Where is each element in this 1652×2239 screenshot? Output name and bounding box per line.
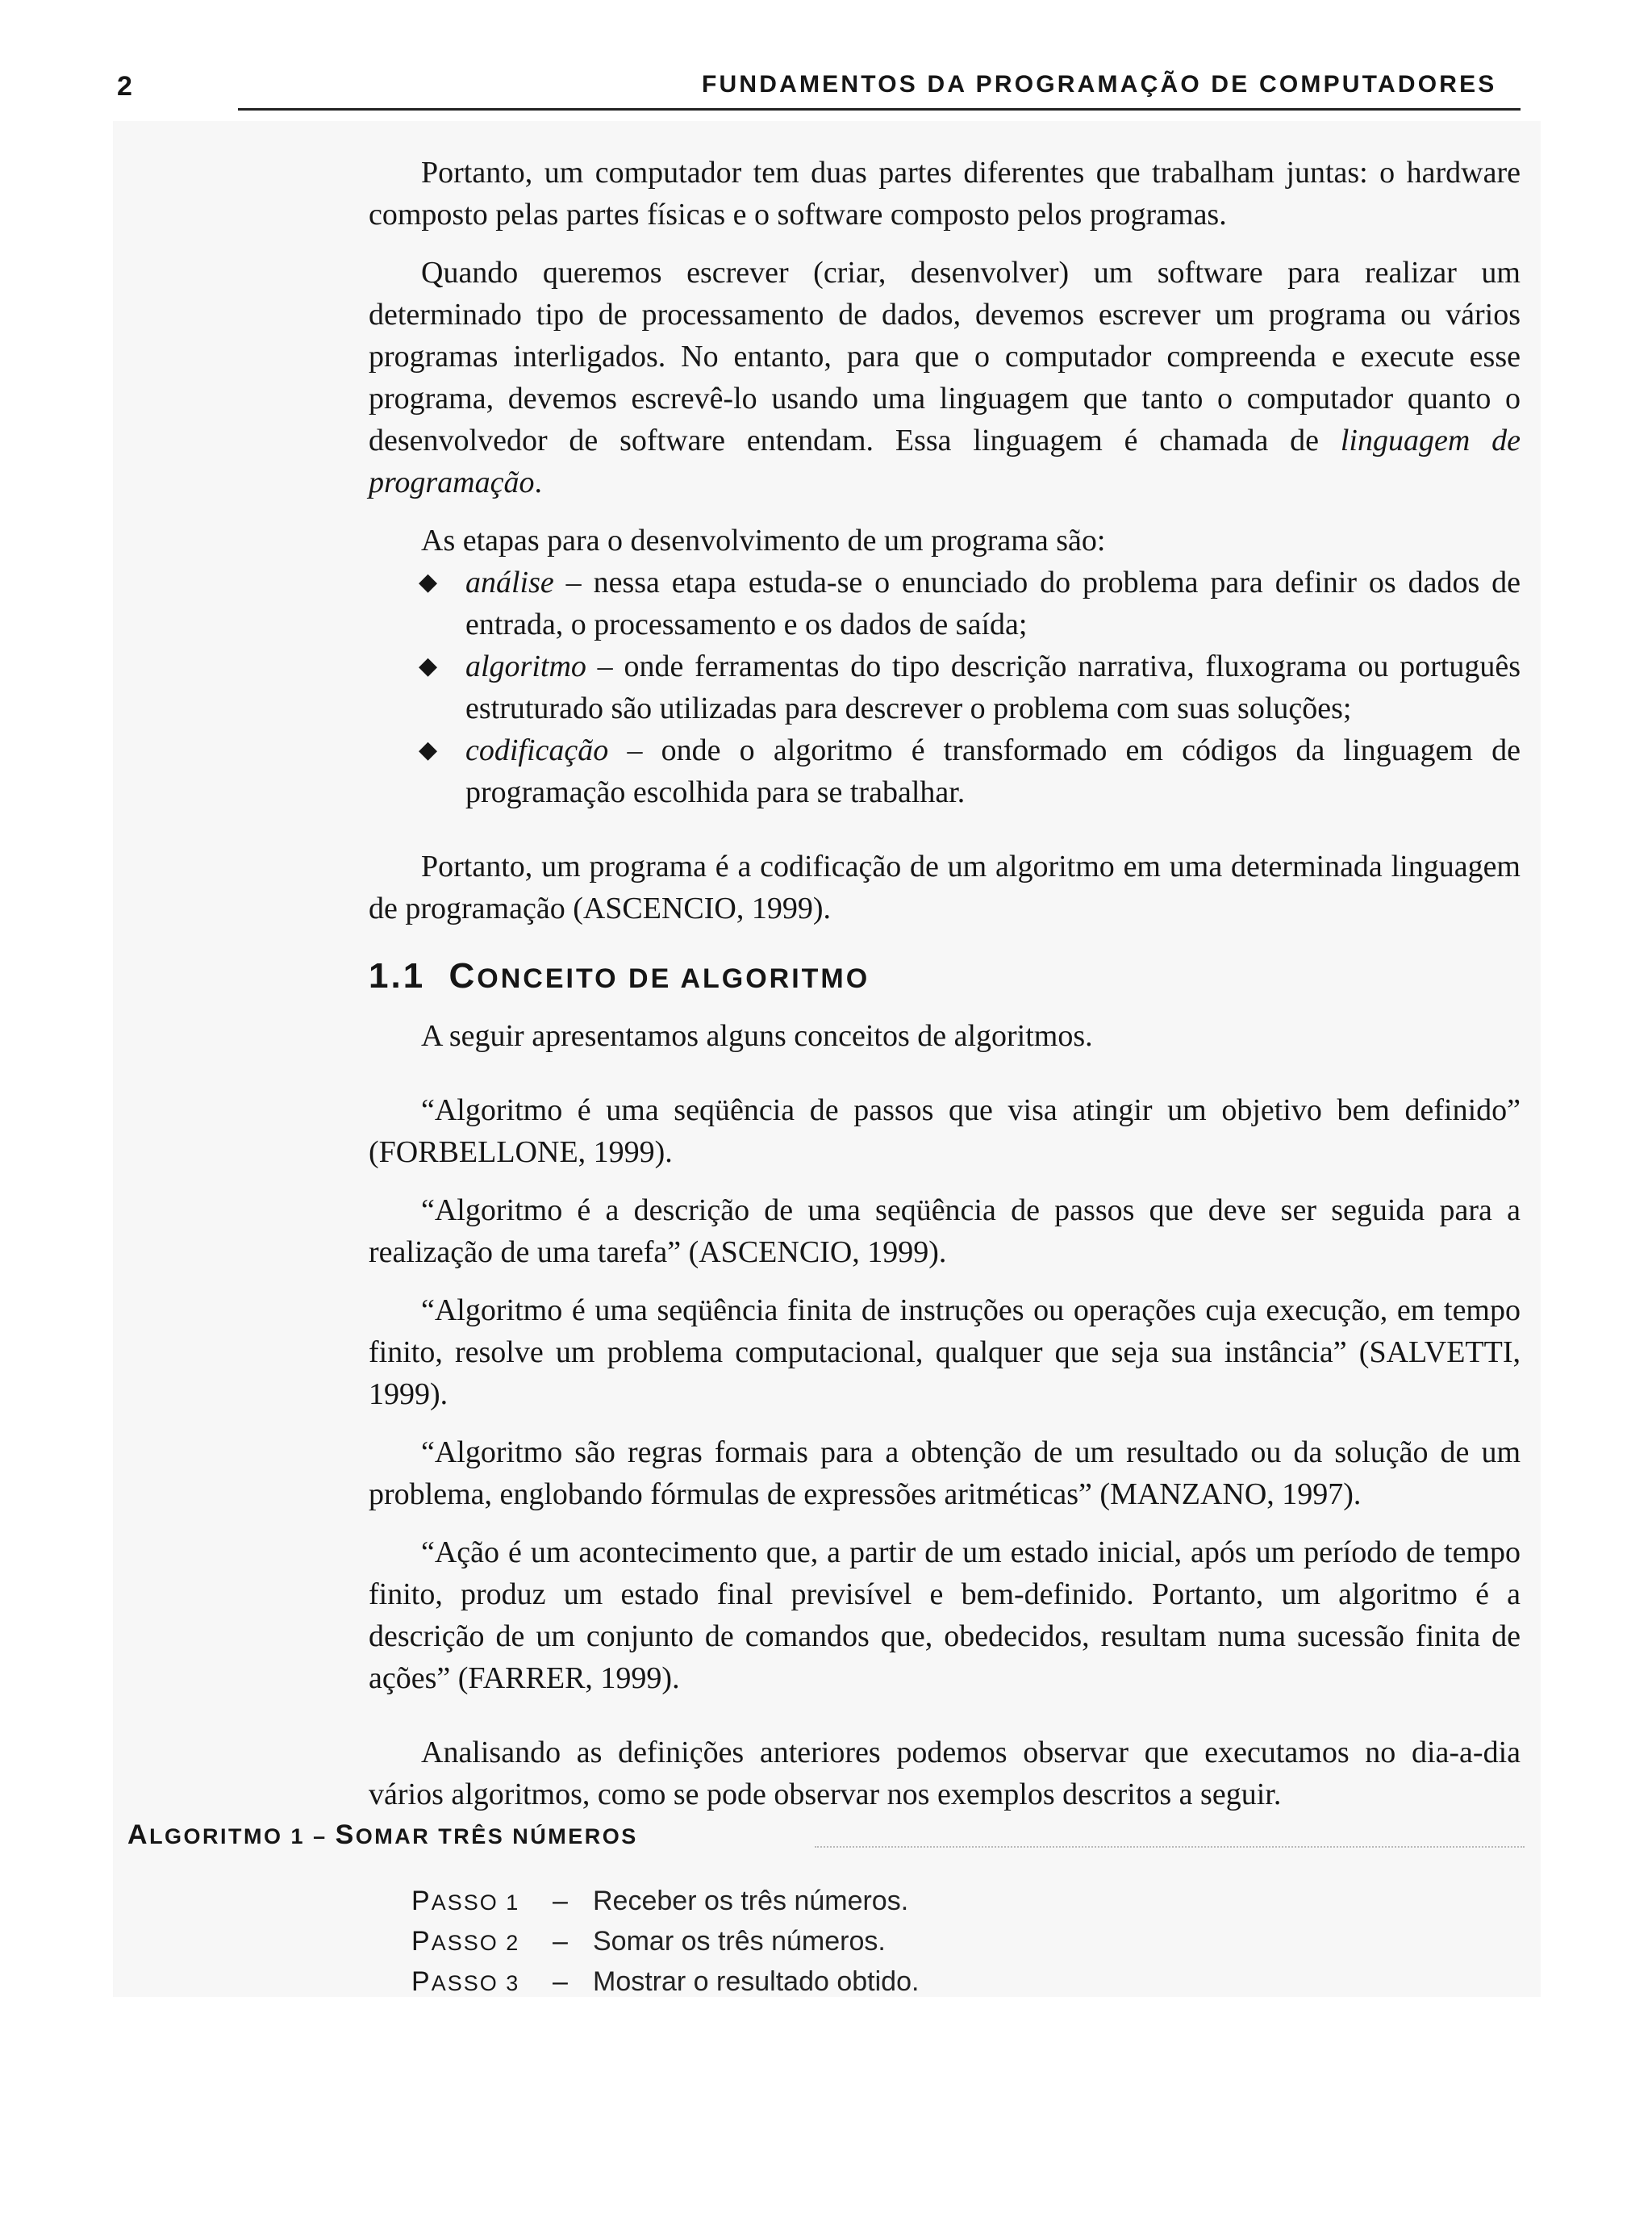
header-rule (238, 108, 1521, 111)
list-item: ◆ codificação – onde o algoritmo é transformado em códigos da linguagem de programação escolhida para se trabalhar. (369, 729, 1521, 813)
algorithm-step-1: PASSO 1 – Receber os três números. (411, 1886, 909, 1916)
development-steps-list (369, 562, 1521, 813)
algorithm-dotted-rule (815, 1846, 1525, 1848)
intro-text (369, 152, 1521, 929)
diamond-bullet-icon: ◆ (419, 737, 438, 763)
diamond-bullet-icon: ◆ (419, 653, 438, 679)
quote-ascencio: “Algoritmo é a descrição de uma seqüência de passos que deve ser seguida para a realização de uma tarefa” (ASCENCIO, 1999). (369, 1193, 1521, 1269)
diamond-bullet-icon: ◆ (419, 569, 438, 595)
algorithm-title: ALGORITMO 1 – SOMAR TRÊS NÚMEROS (127, 1819, 638, 1850)
page-number: 2 (117, 71, 133, 102)
quote-farrer: “Ação é um acontecimento que, a partir de um estado inicial, após um período de tempo finito, produz um estado final previsível e bem-definido. Portanto, um algoritmo é a descrição de um conjunto de comandos que, obedecidos, resultam numa sucessão finita de ações” (FARRER, 1999). (369, 1535, 1521, 1695)
algorithm-step-2: PASSO 2 – Somar os três números. (411, 1926, 886, 1957)
paragraph-1: Portanto, um computador tem duas partes diferentes que trabalham juntas: o hardware composto pelas partes físicas e o software composto pelos programas. (369, 156, 1521, 232)
list-item: ◆ algoritmo – onde ferramentas do tipo descrição narrativa, fluxograma ou português estruturado são utilizadas para descrever o problema com suas soluções; (369, 645, 1521, 729)
definitions-lead: A seguir apresentamos alguns conceitos de algoritmos. (421, 1019, 1093, 1053)
paragraph-2: Quando queremos escrever (criar, desenvolver) um software para realizar um determinado tipo de processamento de dados, devemos escrever um programa ou vários programas interligados. No entanto, para que o computador compreenda e execute esse programa, devemos escrevê-lo usando uma linguagem que tanto o computador quanto o desenvolvedor de software entendam. Essa linguagem é chamada de linguagem de programação. (369, 256, 1521, 499)
algorithm-step-3: PASSO 3 – Mostrar o resultado obtido. (411, 1966, 920, 1997)
section-number: 1.1 (369, 956, 426, 996)
section-title: ONCEITO DE ALGORITMO (477, 963, 870, 994)
running-header: FUNDAMENTOS DA PROGRAMAÇÃO DE COMPUTADORES (702, 71, 1497, 98)
term-linguagem: linguagem de programação (369, 424, 1521, 499)
definitions-text (369, 1015, 1521, 1815)
closing-paragraph: Analisando as definições anteriores podemos observar que executamos no dia-a-dia vários algoritmos, como se pode observar nos exemplos descritos a seguir. (369, 1736, 1521, 1811)
quote-forbellone: “Algoritmo é uma seqüência de passos que visa atingir um objetivo bem definido” (FORBELLONE, 1999). (369, 1093, 1521, 1169)
quote-salvetti: “Algoritmo é uma seqüência finita de instruções ou operações cuja execução, em tempo finito, resolve um problema computacional, qualquer que seja sua instância” (SALVETTI, 1999). (369, 1293, 1521, 1411)
list-item: ◆ análise – nessa etapa estuda-se o enunciado do problema para definir os dados de entrada, o processamento e os dados de saída; (369, 562, 1521, 645)
paragraph-4: Portanto, um programa é a codificação de um algoritmo em uma determinada linguagem de programação (ASCENCIO, 1999). (369, 850, 1521, 925)
quote-manzano: “Algoritmo são regras formais para a obtenção de um resultado ou da solução de um problema, englobando fórmulas de expressões aritméticas” (MANZANO, 1997). (369, 1435, 1521, 1511)
paragraph-3: As etapas para o desenvolvimento de um programa são: (421, 524, 1106, 558)
section-heading: 1.1 CONCEITO DE ALGORITMO (369, 956, 870, 996)
